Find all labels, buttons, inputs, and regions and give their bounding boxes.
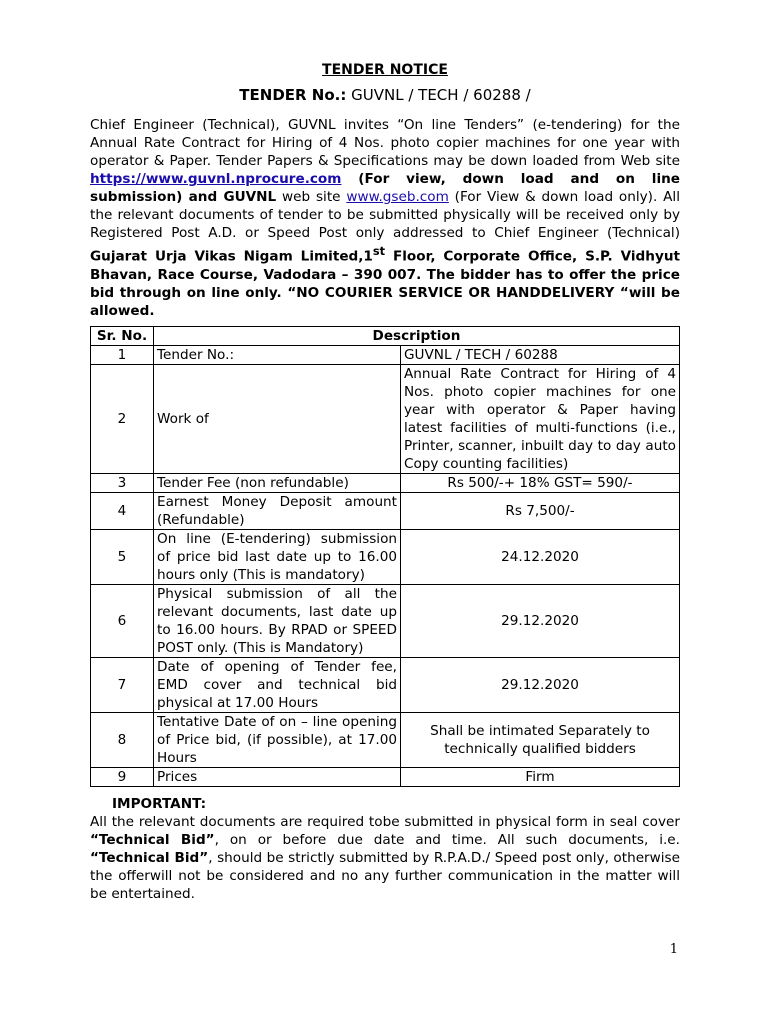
important-text-1: All the relevant documents are required tobe submitted in physical form in seal cover bbox=[90, 813, 680, 830]
address-sup: st bbox=[372, 244, 386, 258]
row-value: GUVNL / TECH / 60288 bbox=[401, 345, 680, 364]
row-sr: 4 bbox=[91, 492, 154, 529]
row-sr: 7 bbox=[91, 657, 154, 712]
tender-number-label: TENDER No.: bbox=[239, 86, 347, 104]
row-value: Shall be intimated Separately to technically qualified bidders bbox=[401, 712, 680, 767]
table-row bbox=[91, 657, 680, 712]
row-sr: 6 bbox=[91, 584, 154, 657]
table-row bbox=[91, 492, 680, 529]
technical-bid-1: “Technical Bid” bbox=[90, 831, 215, 848]
row-sr: 5 bbox=[91, 529, 154, 584]
row-sr: 2 bbox=[91, 364, 154, 473]
important-paragraph bbox=[90, 813, 680, 903]
table-row bbox=[91, 473, 680, 492]
table-row bbox=[91, 364, 680, 473]
row-label: On line (E-tendering) submission of price bid last date up to 16.00 hours only (This is mandatory) bbox=[154, 529, 401, 584]
row-value: Annual Rate Contract for Hiring of 4 Nos. photo copier machines for one year with operator & Paper having latest facilities of multi-functions (i.e., Printer, scanner, inbuilt day to day auto Copy counting facilities) bbox=[401, 364, 680, 473]
row-value: 29.12.2020 bbox=[401, 584, 680, 657]
row-value: Rs 500/-+ 18% GST= 590/- bbox=[401, 473, 680, 492]
row-sr: 3 bbox=[91, 473, 154, 492]
address-1: Gujarat Urja Vikas Nigam Limited,1 bbox=[90, 248, 373, 265]
row-label: Physical submission of all the relevant documents, last date up to 16.00 hours. By RPAD or SPEED POST only. (This is Mandatory) bbox=[154, 584, 401, 657]
tender-number-line bbox=[90, 86, 680, 104]
row-label: Tentative Date of on – line opening of Price bid, (if possible), at 17.00 Hours bbox=[154, 712, 401, 767]
row-value: 24.12.2020 bbox=[401, 529, 680, 584]
row-value: Rs 7,500/- bbox=[401, 492, 680, 529]
row-label: Date of opening of Tender fee, EMD cover and technical bid physical at 17.00 Hours bbox=[154, 657, 401, 712]
row-sr: 9 bbox=[91, 767, 154, 786]
row-label: Prices bbox=[154, 767, 401, 786]
row-label: Work of bbox=[154, 364, 401, 473]
header-description: Description bbox=[154, 326, 680, 345]
row-label: Tender No.: bbox=[154, 345, 401, 364]
table-row bbox=[91, 767, 680, 786]
header-sr-no: Sr. No. bbox=[91, 326, 154, 345]
table-row bbox=[91, 584, 680, 657]
gseb-link[interactable]: www.gseb.com bbox=[346, 189, 449, 205]
intro-text-3: web site bbox=[276, 189, 347, 205]
row-label: Earnest Money Deposit amount (Refundable) bbox=[154, 492, 401, 529]
intro-text-1: Chief Engineer (Technical), GUVNL invites “On line Tenders” (e-tendering) for the Annual Rate Contract for Hiring of 4 Nos. photo copier machines for one year with operator & Paper. Tender Papers & Specifications may be down loaded from Web site bbox=[90, 117, 680, 169]
row-value: 29.12.2020 bbox=[401, 657, 680, 712]
important-text-3: , should be strictly submitted by R.P.A.D./ Speed post only, otherwise the offerwill not be considered and no any further communication in the matter will be entertained. bbox=[90, 849, 680, 902]
page-number: 1 bbox=[669, 942, 678, 957]
row-value: Firm bbox=[401, 767, 680, 786]
tender-number-value: GUVNL / TECH / 60288 / bbox=[351, 86, 531, 104]
table-row bbox=[91, 345, 680, 364]
important-heading: IMPORTANT: bbox=[112, 795, 207, 812]
intro-paragraph bbox=[90, 116, 680, 320]
table-header-row bbox=[91, 326, 680, 345]
nprocure-link[interactable]: https://www.guvnl.nprocure.com bbox=[90, 171, 342, 187]
tender-notice-page bbox=[90, 62, 680, 903]
table-row bbox=[91, 712, 680, 767]
page-title: TENDER NOTICE bbox=[322, 62, 448, 78]
intro-text-4: (For View & down load only). All the relevant documents of tender to be submitted physically will be received only by Registered Post A.D. or Speed Post only addressed to Chief Engineer (Technical) bbox=[90, 189, 680, 241]
important-text-2: , on or before due date and time. All such documents, i.e. bbox=[214, 831, 680, 848]
row-sr: 8 bbox=[91, 712, 154, 767]
row-label: Tender Fee (non refundable) bbox=[154, 473, 401, 492]
technical-bid-2: “Technical Bid” bbox=[90, 849, 209, 866]
intro-text-2: (For view, down load and on line submission) and GUVNL bbox=[90, 171, 680, 205]
row-sr: 1 bbox=[91, 345, 154, 364]
tender-details-table bbox=[90, 326, 680, 787]
table-row bbox=[91, 529, 680, 584]
address-2: Floor, Corporate Office, S.P. Vidhyut Bhavan, Race Course, Vadodara – 390 007. The bidder has to offer the price bid through on line only. “NO COURIER SERVICE OR HANDDELIVERY “will be allowed. bbox=[90, 248, 680, 319]
